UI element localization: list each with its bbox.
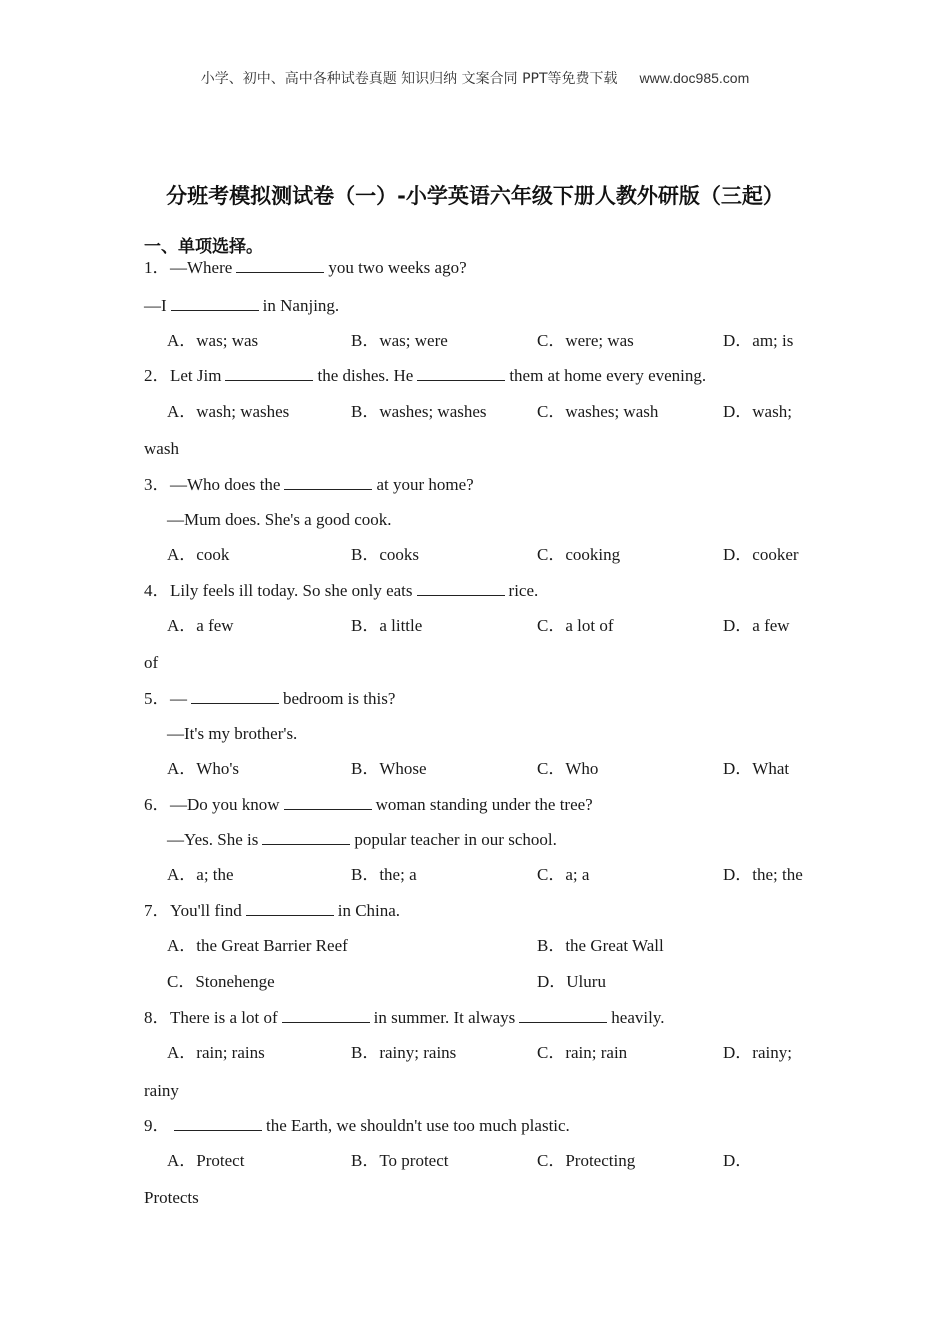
option-d-wrap: Protects bbox=[144, 1188, 199, 1207]
option-a[interactable]: A．was; was bbox=[167, 331, 259, 350]
question-text: —Where bbox=[170, 258, 233, 277]
answer-blank[interactable] bbox=[282, 1008, 370, 1023]
question-9 bbox=[144, 1116, 570, 1136]
question-number: 3． bbox=[144, 475, 170, 494]
section-title: 一、单项选择。 bbox=[144, 237, 263, 257]
page-header bbox=[0, 68, 950, 88]
question-text: the dishes. He bbox=[317, 366, 414, 385]
question-text: at your home? bbox=[376, 475, 474, 494]
option-c[interactable]: C．Protecting bbox=[537, 1151, 636, 1170]
question-text: heavily. bbox=[611, 1008, 665, 1027]
option-a[interactable]: A．wash; washes bbox=[167, 402, 290, 421]
question-text: popular teacher in our school. bbox=[354, 830, 557, 849]
question-number: 5． bbox=[144, 689, 170, 708]
question-text: Let Jim bbox=[170, 366, 222, 385]
option-b[interactable]: B．cooks bbox=[351, 545, 419, 564]
question-6-line-2 bbox=[167, 830, 557, 850]
option-d-wrap: rainy bbox=[144, 1081, 179, 1100]
question-1 bbox=[144, 258, 467, 278]
option-b[interactable]: B．a little bbox=[351, 616, 423, 635]
question-text: —I bbox=[144, 296, 167, 315]
option-c[interactable]: C．rain; rain bbox=[537, 1043, 628, 1062]
answer-blank[interactable] bbox=[417, 366, 505, 381]
option-b[interactable]: B．Whose bbox=[351, 759, 427, 778]
option-c[interactable]: C．washes; wash bbox=[537, 402, 659, 421]
option-a[interactable]: A．the Great Barrier Reef bbox=[167, 936, 348, 955]
question-text: them at home every evening. bbox=[509, 366, 707, 385]
option-a[interactable]: A．a few bbox=[167, 616, 234, 635]
header-site: www.doc985.com bbox=[639, 70, 750, 86]
question-text: the Earth, we shouldn't use too much plastic. bbox=[266, 1116, 570, 1135]
question-text: you two weeks ago? bbox=[328, 258, 467, 277]
answer-blank[interactable] bbox=[246, 901, 334, 916]
option-c[interactable]: C．a; a bbox=[537, 865, 590, 884]
answer-blank[interactable] bbox=[284, 475, 372, 490]
question-8 bbox=[144, 1008, 664, 1028]
question-number: 9． bbox=[144, 1116, 170, 1135]
option-c[interactable]: C．Stonehenge bbox=[167, 972, 275, 991]
question-text: in summer. It always bbox=[373, 1008, 516, 1027]
question-number: 1． bbox=[144, 258, 170, 277]
answer-blank[interactable] bbox=[171, 296, 259, 311]
question-1-line-2 bbox=[144, 296, 339, 316]
option-a[interactable]: A．Who's bbox=[167, 759, 240, 778]
question-number: 6． bbox=[144, 795, 170, 814]
option-d[interactable]: D．am; is bbox=[723, 331, 794, 350]
question-text: in China. bbox=[337, 901, 401, 920]
option-b[interactable]: B．rainy; rains bbox=[351, 1043, 457, 1062]
header-text: 小学、初中、高中各种试卷真题 知识归纳 文案合同 PPT等免费下载 bbox=[200, 71, 618, 87]
question-number: 4． bbox=[144, 581, 170, 600]
option-c[interactable]: C．Who bbox=[537, 759, 599, 778]
page-title: 分班考模拟测试卷（一）-小学英语六年级下册人教外研版（三起） bbox=[166, 184, 784, 208]
answer-blank[interactable] bbox=[284, 795, 372, 810]
answer-blank[interactable] bbox=[519, 1008, 607, 1023]
question-text: in Nanjing. bbox=[262, 296, 340, 315]
question-7 bbox=[144, 901, 400, 921]
option-d[interactable]: D．cooker bbox=[723, 545, 799, 564]
answer-blank[interactable] bbox=[262, 830, 350, 845]
question-text: —Who does the bbox=[170, 475, 281, 494]
option-b[interactable]: B．To protect bbox=[351, 1151, 449, 1170]
answer-blank[interactable] bbox=[236, 258, 324, 273]
option-d[interactable]: D．the; the bbox=[723, 865, 803, 884]
option-c[interactable]: C．were; was bbox=[537, 331, 634, 350]
question-6 bbox=[144, 795, 593, 815]
option-d[interactable]: D．rainy; bbox=[723, 1043, 792, 1062]
question-text: woman standing under the tree? bbox=[375, 795, 593, 814]
option-d[interactable]: D．wash; bbox=[723, 402, 792, 421]
question-text: —Yes. She is bbox=[167, 830, 259, 849]
question-5-line-2: —It's my brother's. bbox=[167, 724, 298, 743]
question-text: — bbox=[170, 689, 187, 708]
option-c[interactable]: C．a lot of bbox=[537, 616, 614, 635]
option-d[interactable]: D．a few bbox=[723, 616, 790, 635]
question-number: 8． bbox=[144, 1008, 170, 1027]
question-2 bbox=[144, 366, 706, 386]
answer-blank[interactable] bbox=[191, 689, 279, 704]
question-4 bbox=[144, 581, 538, 601]
question-text: You'll find bbox=[170, 901, 242, 920]
answer-blank[interactable] bbox=[174, 1116, 262, 1131]
question-3-line-2: —Mum does. She's a good cook. bbox=[167, 510, 392, 529]
option-a[interactable]: A．a; the bbox=[167, 865, 234, 884]
question-5 bbox=[144, 689, 395, 709]
question-number: 2． bbox=[144, 366, 170, 385]
option-d[interactable]: D．What bbox=[723, 759, 790, 778]
question-text: Lily feels ill today. So she only eats bbox=[170, 581, 413, 600]
option-d[interactable]: D．Uluru bbox=[537, 972, 606, 991]
question-number: 7． bbox=[144, 901, 170, 920]
question-text: bedroom is this? bbox=[283, 689, 396, 708]
answer-blank[interactable] bbox=[417, 581, 505, 596]
option-a[interactable]: A．Protect bbox=[167, 1151, 245, 1170]
answer-blank[interactable] bbox=[225, 366, 313, 381]
question-text: —Do you know bbox=[170, 795, 280, 814]
option-b[interactable]: B．the; a bbox=[351, 865, 417, 884]
option-d-wrap: wash bbox=[144, 439, 179, 458]
question-3 bbox=[144, 475, 474, 495]
option-a[interactable]: A．rain; rains bbox=[167, 1043, 265, 1062]
option-b[interactable]: B．washes; washes bbox=[351, 402, 487, 421]
option-d-wrap: of bbox=[144, 653, 159, 672]
question-text: There is a lot of bbox=[170, 1008, 278, 1027]
question-text: rice. bbox=[508, 581, 539, 600]
option-b[interactable]: B．the Great Wall bbox=[537, 936, 664, 955]
option-c[interactable]: C．cooking bbox=[537, 545, 621, 564]
option-a[interactable]: A．cook bbox=[167, 545, 230, 564]
option-d[interactable]: D． bbox=[723, 1151, 753, 1170]
option-b[interactable]: B．was; were bbox=[351, 331, 448, 350]
